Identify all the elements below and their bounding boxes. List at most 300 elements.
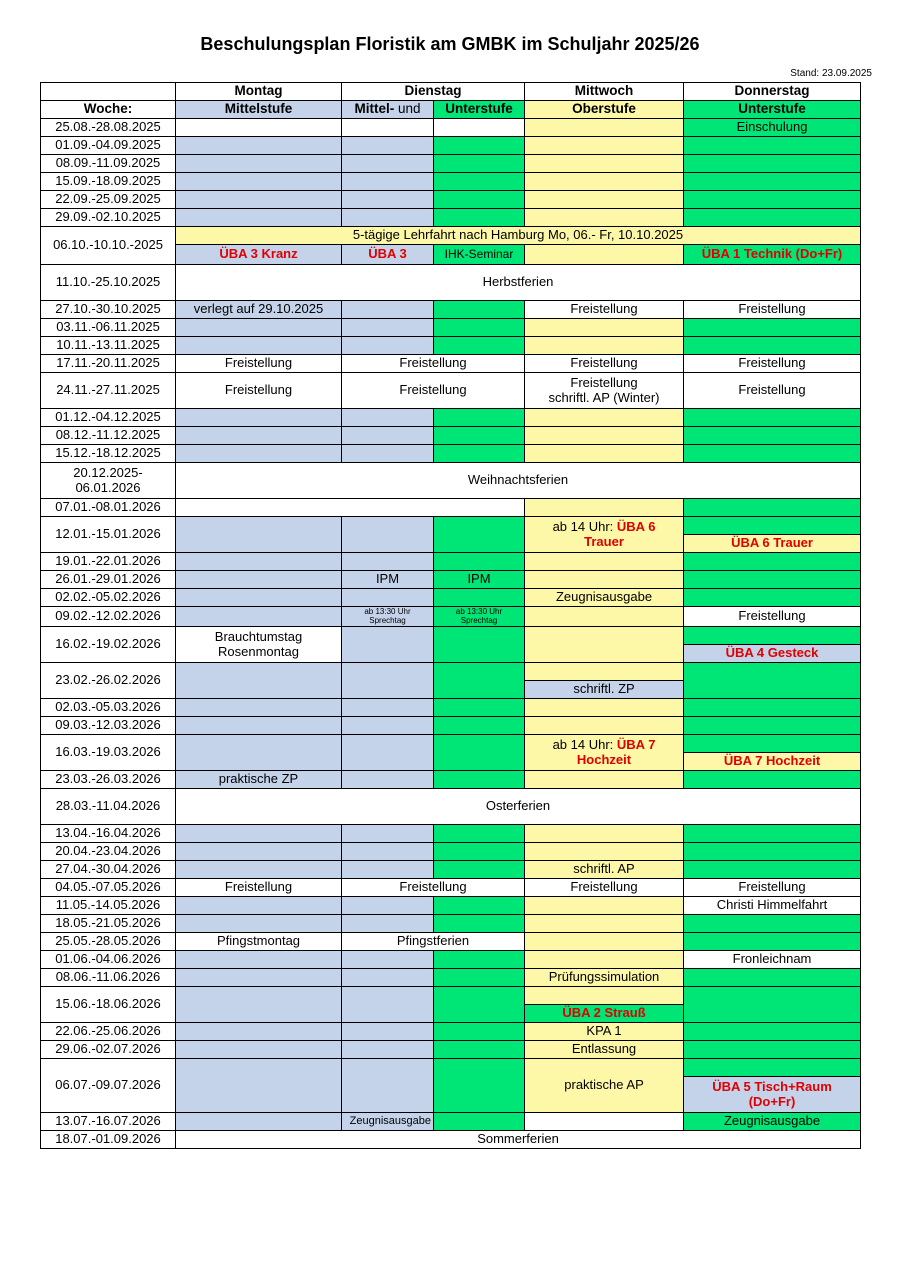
header-dienstag: Dienstag: [342, 83, 525, 101]
cell: [176, 1023, 342, 1041]
status-date: Stand: 23.09.2025: [790, 68, 872, 79]
cell: [525, 915, 684, 933]
cell: Freistellung: [342, 879, 525, 897]
table-row: [41, 301, 861, 319]
cell: [684, 209, 861, 227]
cell: [342, 209, 434, 227]
table-row: [41, 553, 861, 571]
cell: [176, 1059, 342, 1113]
week-cell: 22.06.-25.06.2026: [41, 1023, 176, 1041]
cell: [684, 155, 861, 173]
cell: [684, 915, 861, 933]
cell: [525, 607, 684, 627]
cell: [525, 735, 684, 771]
table-row: [41, 355, 861, 373]
cell: [684, 663, 861, 699]
table-row: [41, 1113, 861, 1131]
cell: [684, 499, 861, 517]
cell: [684, 735, 861, 753]
table-row: [41, 445, 861, 463]
cell: [525, 337, 684, 355]
cell: [434, 1041, 525, 1059]
cell: [434, 969, 525, 987]
cell: [434, 717, 525, 735]
cell: [176, 155, 342, 173]
week-cell: 23.03.-26.03.2026: [41, 771, 176, 789]
week-cell: 27.10.-30.10.2025: [41, 301, 176, 319]
cell-text: ÜBA 6: [616, 519, 656, 535]
cell: Freistellung: [342, 355, 525, 373]
cell: [176, 1113, 342, 1131]
week-cell: 22.09.-25.09.2025: [41, 191, 176, 209]
cell: schriftl. ZP: [525, 681, 684, 699]
cell: [684, 319, 861, 337]
table-row: [41, 879, 861, 897]
cell: [525, 373, 684, 409]
cell: [342, 427, 434, 445]
week-cell: 08.06.-11.06.2026: [41, 969, 176, 987]
table-row: [41, 843, 861, 861]
cell: [176, 589, 342, 607]
table-row: [41, 933, 861, 951]
table-row: [41, 987, 861, 1005]
cell: [342, 1059, 434, 1113]
cell: [342, 517, 434, 553]
cell: [342, 553, 434, 571]
cell: [434, 427, 525, 445]
cell-line: ab 13:30 Uhr: [364, 607, 411, 617]
cell: [342, 155, 434, 173]
cell: [525, 571, 684, 589]
cell-line: (Do+Fr): [748, 1093, 796, 1109]
cell: Freistellung: [525, 879, 684, 897]
week-cell: 19.01.-22.01.2026: [41, 553, 176, 571]
cell: [684, 191, 861, 209]
cell: [525, 627, 684, 663]
cell: Freistellung: [176, 879, 342, 897]
cell: [176, 699, 342, 717]
cell: [684, 1023, 861, 1041]
cell: [525, 427, 684, 445]
week-cell: 01.12.-04.12.2025: [41, 409, 176, 427]
cell: [525, 951, 684, 969]
cell: [684, 517, 861, 535]
cell: [684, 699, 861, 717]
cell: [342, 987, 434, 1023]
week-cell: 25.05.-28.05.2026: [41, 933, 176, 951]
table-row: [41, 173, 861, 191]
cell: [176, 607, 342, 627]
cell: KPA 1: [525, 1023, 684, 1041]
week-cell: 09.02.-12.02.2026: [41, 607, 176, 627]
cell: [176, 843, 342, 861]
table-row: [41, 119, 861, 137]
header-mittelstufe: Mittelstufe: [176, 101, 342, 119]
cell: [342, 951, 434, 969]
cell-line: Rosenmontag: [218, 643, 299, 659]
table-row: [41, 699, 861, 717]
cell: [434, 409, 525, 427]
cell: IPM: [434, 571, 525, 589]
table-row: [41, 227, 861, 245]
table-row: [41, 409, 861, 427]
cell: [434, 825, 525, 843]
cell: [342, 409, 434, 427]
cell: [684, 173, 861, 191]
week-cell: 09.03.-12.03.2026: [41, 717, 176, 735]
header-levels: [41, 101, 861, 119]
table-row: [41, 209, 861, 227]
table-row: [41, 517, 861, 535]
week-cell: 29.09.-02.10.2025: [41, 209, 176, 227]
cell: [434, 589, 525, 607]
table-row: [41, 589, 861, 607]
week-line: 20.12.2025-: [73, 465, 143, 481]
cell: [176, 969, 342, 987]
cell: [434, 445, 525, 463]
cell: Zeugnisausgabe: [342, 1113, 434, 1131]
cell: [525, 825, 684, 843]
cell: [342, 589, 434, 607]
cell: Zeugnisausgabe: [525, 589, 684, 607]
cell: [525, 897, 684, 915]
cell: Freistellung: [684, 301, 861, 319]
cell: [525, 843, 684, 861]
table-row: [41, 825, 861, 843]
cell: ÜBA 7 Hochzeit: [684, 753, 861, 771]
week-cell: 06.07.-09.07.2026: [41, 1059, 176, 1113]
cell: [525, 517, 684, 553]
cell: Christi Himmelfahrt: [684, 897, 861, 915]
cell: [434, 861, 525, 879]
cell: [342, 137, 434, 155]
cell: [342, 301, 434, 319]
cell: [684, 571, 861, 589]
table-row: [41, 915, 861, 933]
cell: Prüfungssimulation: [525, 969, 684, 987]
cell: Freistellung: [176, 355, 342, 373]
table-row: [41, 137, 861, 155]
cell: [176, 119, 342, 137]
cell: [684, 427, 861, 445]
cell: [176, 663, 342, 699]
cell: [434, 699, 525, 717]
table-row: [41, 265, 861, 301]
cell: [684, 137, 861, 155]
header-donnerstag: Donnerstag: [684, 83, 861, 101]
cell: Freistellung: [684, 373, 861, 409]
cell: [176, 735, 342, 771]
week-cell: 23.02.-26.02.2026: [41, 663, 176, 699]
cell: [176, 825, 342, 843]
cell: Zeugnisausgabe: [684, 1113, 861, 1131]
cell: Freistellung: [684, 879, 861, 897]
cell: [525, 191, 684, 209]
cell: [684, 627, 861, 645]
cell: praktische AP: [525, 1059, 684, 1113]
cell-line: Brauchtumstag: [214, 629, 303, 645]
cell: [176, 427, 342, 445]
table-row: [41, 337, 861, 355]
cell: [434, 771, 525, 789]
week-cell: 04.05.-07.05.2026: [41, 879, 176, 897]
cell: [684, 771, 861, 789]
cell: ÜBA 2 Strauß: [525, 1005, 684, 1023]
cell: [176, 191, 342, 209]
cell: [342, 969, 434, 987]
cell-line: ÜBA 5 Tisch+Raum: [712, 1079, 832, 1095]
cell: [434, 173, 525, 191]
cell: [525, 319, 684, 337]
cell: IHK-Seminar: [434, 245, 525, 265]
cell: [525, 209, 684, 227]
cell: [434, 627, 525, 663]
cell: [525, 553, 684, 571]
header-unterstufe-di: Unterstufe: [434, 101, 525, 119]
cell: praktische ZP: [176, 771, 342, 789]
table-row: [41, 607, 861, 627]
table-row: [41, 319, 861, 337]
week-cell: 15.06.-18.06.2026: [41, 987, 176, 1023]
cell: [176, 951, 342, 969]
cell: [176, 209, 342, 227]
holiday-cell: Sommerferien: [176, 1131, 861, 1149]
cell: [684, 933, 861, 951]
cell: [525, 155, 684, 173]
cell: Fronleichnam: [684, 951, 861, 969]
cell: [525, 499, 684, 517]
cell: [684, 589, 861, 607]
table-row: [41, 463, 861, 499]
cell: [176, 173, 342, 191]
cell: [434, 607, 525, 627]
table-row: [41, 627, 861, 645]
cell: [342, 191, 434, 209]
cell: [342, 915, 434, 933]
cell: [176, 517, 342, 553]
table-row: [41, 771, 861, 789]
cell: [342, 771, 434, 789]
header-days: [41, 83, 861, 101]
cell: [684, 1059, 861, 1077]
header-montag: Montag: [176, 83, 342, 101]
cell: Freistellung: [176, 373, 342, 409]
cell-line: ab 13:30 Uhr: [455, 607, 503, 617]
cell: [434, 735, 525, 771]
cell: [684, 337, 861, 355]
cell: Freistellung: [342, 373, 525, 409]
cell: [684, 987, 861, 1023]
cell: [434, 897, 525, 915]
week-cell: 29.06.-02.07.2026: [41, 1041, 176, 1059]
week-cell: 13.04.-16.04.2026: [41, 825, 176, 843]
cell: [434, 1113, 525, 1131]
cell: [434, 137, 525, 155]
cell: [342, 337, 434, 355]
holiday-cell: Osterferien: [176, 789, 861, 825]
cell: [176, 1041, 342, 1059]
cell: [434, 155, 525, 173]
week-cell: 28.03.-11.04.2026: [41, 789, 176, 825]
cell: [176, 337, 342, 355]
week-cell: 17.11.-20.11.2025: [41, 355, 176, 373]
header-corner: [41, 83, 176, 101]
week-cell: 11.10.-25.10.2025: [41, 265, 176, 301]
table-row: [41, 969, 861, 987]
table-row: [41, 427, 861, 445]
cell: [525, 445, 684, 463]
cell: schriftl. AP: [525, 861, 684, 879]
cell: [342, 825, 434, 843]
cell: [434, 951, 525, 969]
cell: [342, 735, 434, 771]
cell-line: Sprechtag: [369, 615, 406, 625]
cell: [342, 663, 434, 699]
cell: [525, 987, 684, 1005]
cell: [176, 987, 342, 1023]
week-cell: 02.02.-05.02.2026: [41, 589, 176, 607]
cell: Freistellung: [525, 355, 684, 373]
table-row: [41, 861, 861, 879]
cell: [684, 717, 861, 735]
cell: [434, 663, 525, 699]
cell: [176, 499, 525, 517]
cell: Pfingstferien: [342, 933, 525, 951]
schedule-table: [40, 82, 861, 1149]
table-row: [41, 499, 861, 517]
header-mittel: Mittel-: [354, 101, 395, 117]
cell: [434, 191, 525, 209]
week-cell: 26.01.-29.01.2026: [41, 571, 176, 589]
table-row: [41, 155, 861, 173]
cell: [342, 627, 434, 663]
cell: [525, 663, 684, 681]
table-row: [41, 897, 861, 915]
cell: [684, 553, 861, 571]
cell: [684, 445, 861, 463]
cell-text: ÜBA 7: [616, 737, 656, 753]
cell: [525, 173, 684, 191]
cell: [342, 1023, 434, 1041]
table-row: [41, 191, 861, 209]
week-line: 06.01.2026: [75, 479, 141, 495]
cell: [525, 699, 684, 717]
cell: Pfingstmontag: [176, 933, 342, 951]
cell: [684, 969, 861, 987]
cell: [434, 337, 525, 355]
cell: [525, 1113, 684, 1131]
holiday-cell: Weihnachtsferien: [176, 463, 861, 499]
cell: [342, 1041, 434, 1059]
cell: [176, 627, 342, 663]
week-cell: 01.06.-04.06.2026: [41, 951, 176, 969]
cell: Einschulung: [684, 119, 861, 137]
cell-line: Freistellung: [570, 375, 638, 391]
cell: [176, 553, 342, 571]
cell: [525, 933, 684, 951]
lehrfahrt-cell: 5-tägige Lehrfahrt nach Hamburg Mo, 06.- Fr, 10.10.2025: [176, 227, 861, 245]
cell: [176, 717, 342, 735]
table-row: [41, 1059, 861, 1077]
cell: [684, 825, 861, 843]
week-cell: 06.10.-10.10.-2025: [41, 227, 176, 265]
cell: [434, 987, 525, 1023]
cell: [434, 209, 525, 227]
cell: [434, 553, 525, 571]
cell: [684, 1041, 861, 1059]
week-cell: [41, 463, 176, 499]
cell: [684, 1077, 861, 1113]
week-cell: 03.11.-06.11.2025: [41, 319, 176, 337]
cell: [525, 119, 684, 137]
cell: verlegt auf 29.10.2025: [176, 301, 342, 319]
table-row: [41, 1041, 861, 1059]
cell: [684, 409, 861, 427]
week-cell: 15.12.-18.12.2025: [41, 445, 176, 463]
cell: [525, 409, 684, 427]
cell: [342, 607, 434, 627]
header-und: und: [394, 101, 421, 117]
cell: ÜBA 1 Technik (Do+Fr): [684, 245, 861, 265]
cell: [342, 699, 434, 717]
cell: [342, 119, 434, 137]
cell: Freistellung: [684, 607, 861, 627]
cell-text: Hochzeit: [576, 751, 632, 767]
cell: [342, 897, 434, 915]
week-cell: 18.05.-21.05.2026: [41, 915, 176, 933]
header-oberstufe: Oberstufe: [525, 101, 684, 119]
week-cell: 08.09.-11.09.2025: [41, 155, 176, 173]
cell: [434, 517, 525, 553]
table-row: [41, 663, 861, 681]
week-cell: 07.01.-08.01.2026: [41, 499, 176, 517]
cell-line: Sprechtag: [460, 615, 498, 625]
week-cell: 08.12.-11.12.2025: [41, 427, 176, 445]
week-cell: 16.03.-19.03.2026: [41, 735, 176, 771]
cell: ÜBA 6 Trauer: [684, 535, 861, 553]
cell: [525, 771, 684, 789]
week-cell: 12.01.-15.01.2026: [41, 517, 176, 553]
cell: [684, 861, 861, 879]
week-cell: 27.04.-30.04.2026: [41, 861, 176, 879]
cell-text: ab 14 Uhr:: [552, 737, 617, 753]
table-row: [41, 717, 861, 735]
table-row: [41, 373, 861, 409]
cell: [176, 137, 342, 155]
cell: [342, 445, 434, 463]
cell: [684, 843, 861, 861]
page-title: Beschulungsplan Floristik am GMBK im Schuljahr 2025/26: [200, 34, 700, 54]
cell: [434, 319, 525, 337]
cell: [176, 445, 342, 463]
cell: [434, 1059, 525, 1113]
holiday-cell: Herbstferien: [176, 265, 861, 301]
week-cell: 13.07.-16.07.2026: [41, 1113, 176, 1131]
header-woche: Woche:: [41, 101, 176, 119]
week-cell: 01.09.-04.09.2025: [41, 137, 176, 155]
week-cell: 25.08.-28.08.2025: [41, 119, 176, 137]
cell: [434, 1023, 525, 1041]
cell: [342, 319, 434, 337]
week-cell: 18.07.-01.09.2026: [41, 1131, 176, 1149]
cell: Freistellung: [684, 355, 861, 373]
table-row: [41, 735, 861, 753]
cell: [525, 137, 684, 155]
cell: [434, 843, 525, 861]
week-cell: 16.02.-19.02.2026: [41, 627, 176, 663]
table-row: [41, 1131, 861, 1149]
cell: [434, 301, 525, 319]
